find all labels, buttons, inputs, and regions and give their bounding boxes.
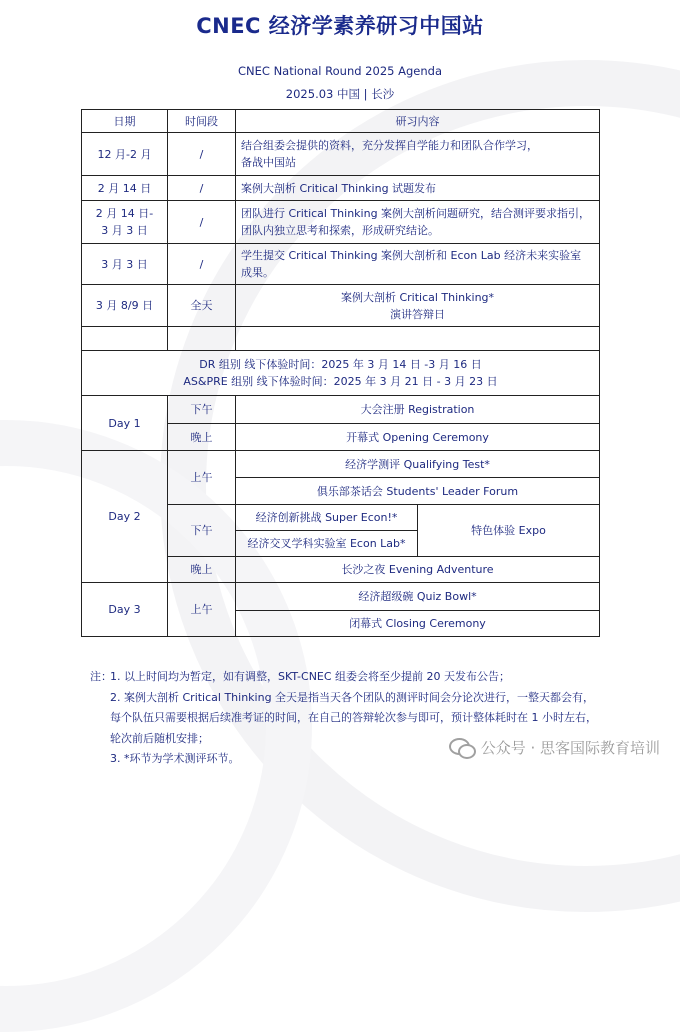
day-label: Day 3 [82, 583, 168, 637]
row-content: 案例大剖析 Critical Thinking* 演讲答辩日 [236, 285, 600, 327]
table-row [82, 176, 600, 201]
agenda-subtitle: CNEC National Round 2025 Agenda [237, 64, 442, 78]
wechat-watermark [449, 737, 660, 758]
row-time: / [168, 133, 236, 176]
activity: 经济学测评 Qualifying Test* [236, 451, 600, 478]
agenda-table [81, 109, 600, 637]
slot-label: 晚上 [168, 557, 236, 583]
activity: 经济创新挑战 Super Econ!* [236, 505, 418, 531]
notes-label: 注： [90, 670, 112, 683]
row-time: / [168, 176, 236, 201]
activity: 经济超级碗 Quiz Bowl* [236, 583, 600, 611]
slot-label: 上午 [168, 451, 236, 505]
row-content: 学生提交 Critical Thinking 案例大剖析和 Econ Lab 经济未来实验室 成果。 [236, 244, 600, 285]
table-header-row [82, 110, 600, 133]
note-item: 2. 案例大剖析 Critical Thinking 全天是指当天各个团队的测评时间会分论次进行，一整天都会有，每个队伍只需要根据后续准考证的时间，在自己的答辩轮次参与即可，预计整体耗时在 1 小时左右，轮次前后随机安排； [110, 690, 597, 745]
row-date: 12 月-2 月 [82, 133, 168, 176]
row-date: 3 月 8/9 日 [82, 285, 168, 327]
slot-label: 上午 [168, 583, 236, 637]
activity: 闭幕式 Closing Ceremony [236, 611, 600, 637]
empty-row [82, 327, 600, 351]
wechat-icon [449, 738, 475, 758]
row-time: / [168, 201, 236, 244]
activity: 长沙之夜 Evening Adventure [236, 557, 600, 583]
day-label: Day 2 [82, 451, 168, 583]
row-time: 全天 [168, 285, 236, 327]
table-row [82, 201, 600, 244]
row-time: / [168, 244, 236, 285]
table-row [82, 285, 600, 327]
header-time: 时间段 [168, 110, 236, 133]
slot-label: 晚上 [168, 424, 236, 451]
header-content: 研习内容 [236, 110, 600, 133]
table-row [82, 396, 600, 424]
offline-period: DR 组别 线下体验时间：2025 年 3 月 14 日 -3 月 16 日 AS&PRE 组别 线下体验时间：2025 年 3 月 21 日 - 3 月 23 日 [82, 351, 600, 396]
day-label: Day 1 [82, 396, 168, 451]
row-date: 2 月 14 日 [82, 176, 168, 201]
page-title: CNEC 经济学素养研习中国站 [196, 14, 484, 38]
activity: 俱乐部茶话会 Students' Leader Forum [236, 478, 600, 505]
table-row [82, 583, 600, 611]
slot-label: 下午 [168, 505, 236, 557]
activity: 特色体验 Expo [418, 505, 600, 557]
header-date: 日期 [82, 110, 168, 133]
watermark-text: 公众号 · 思客国际教育培训 [480, 739, 660, 757]
slot-label: 下午 [168, 396, 236, 424]
note-item: 3. *环节为学术测评环节。 [110, 752, 240, 765]
table-row [82, 244, 600, 285]
activity: 经济交叉学科实验室 Econ Lab* [236, 531, 418, 557]
agenda-date-location: 2025.03 中国 | 长沙 [285, 87, 395, 101]
offline-period-row [82, 351, 600, 396]
row-content: 结合组委会提供的资料，充分发挥自学能力和团队合作学习， 备战中国站 [236, 133, 600, 176]
note-item: 注： 1. 以上时间均为暂定，如有调整，SKT-CNEC 组委会将至少提前 20 天发布公告； [90, 667, 600, 688]
activity: 开幕式 Opening Ceremony [236, 424, 600, 451]
row-content: 团队进行 Critical Thinking 案例大剖析问题研究，结合测评要求指引， 团队内独立思考和探索，形成研究结论。 [236, 201, 600, 244]
activity: 大会注册 Registration [236, 396, 600, 424]
table-row [82, 451, 600, 478]
row-date: 3 月 3 日 [82, 244, 168, 285]
row-date: 2 月 14 日- 3 月 3 日 [82, 201, 168, 244]
row-content: 案例大剖析 Critical Thinking 试题发布 [236, 176, 600, 201]
table-row [82, 133, 600, 176]
